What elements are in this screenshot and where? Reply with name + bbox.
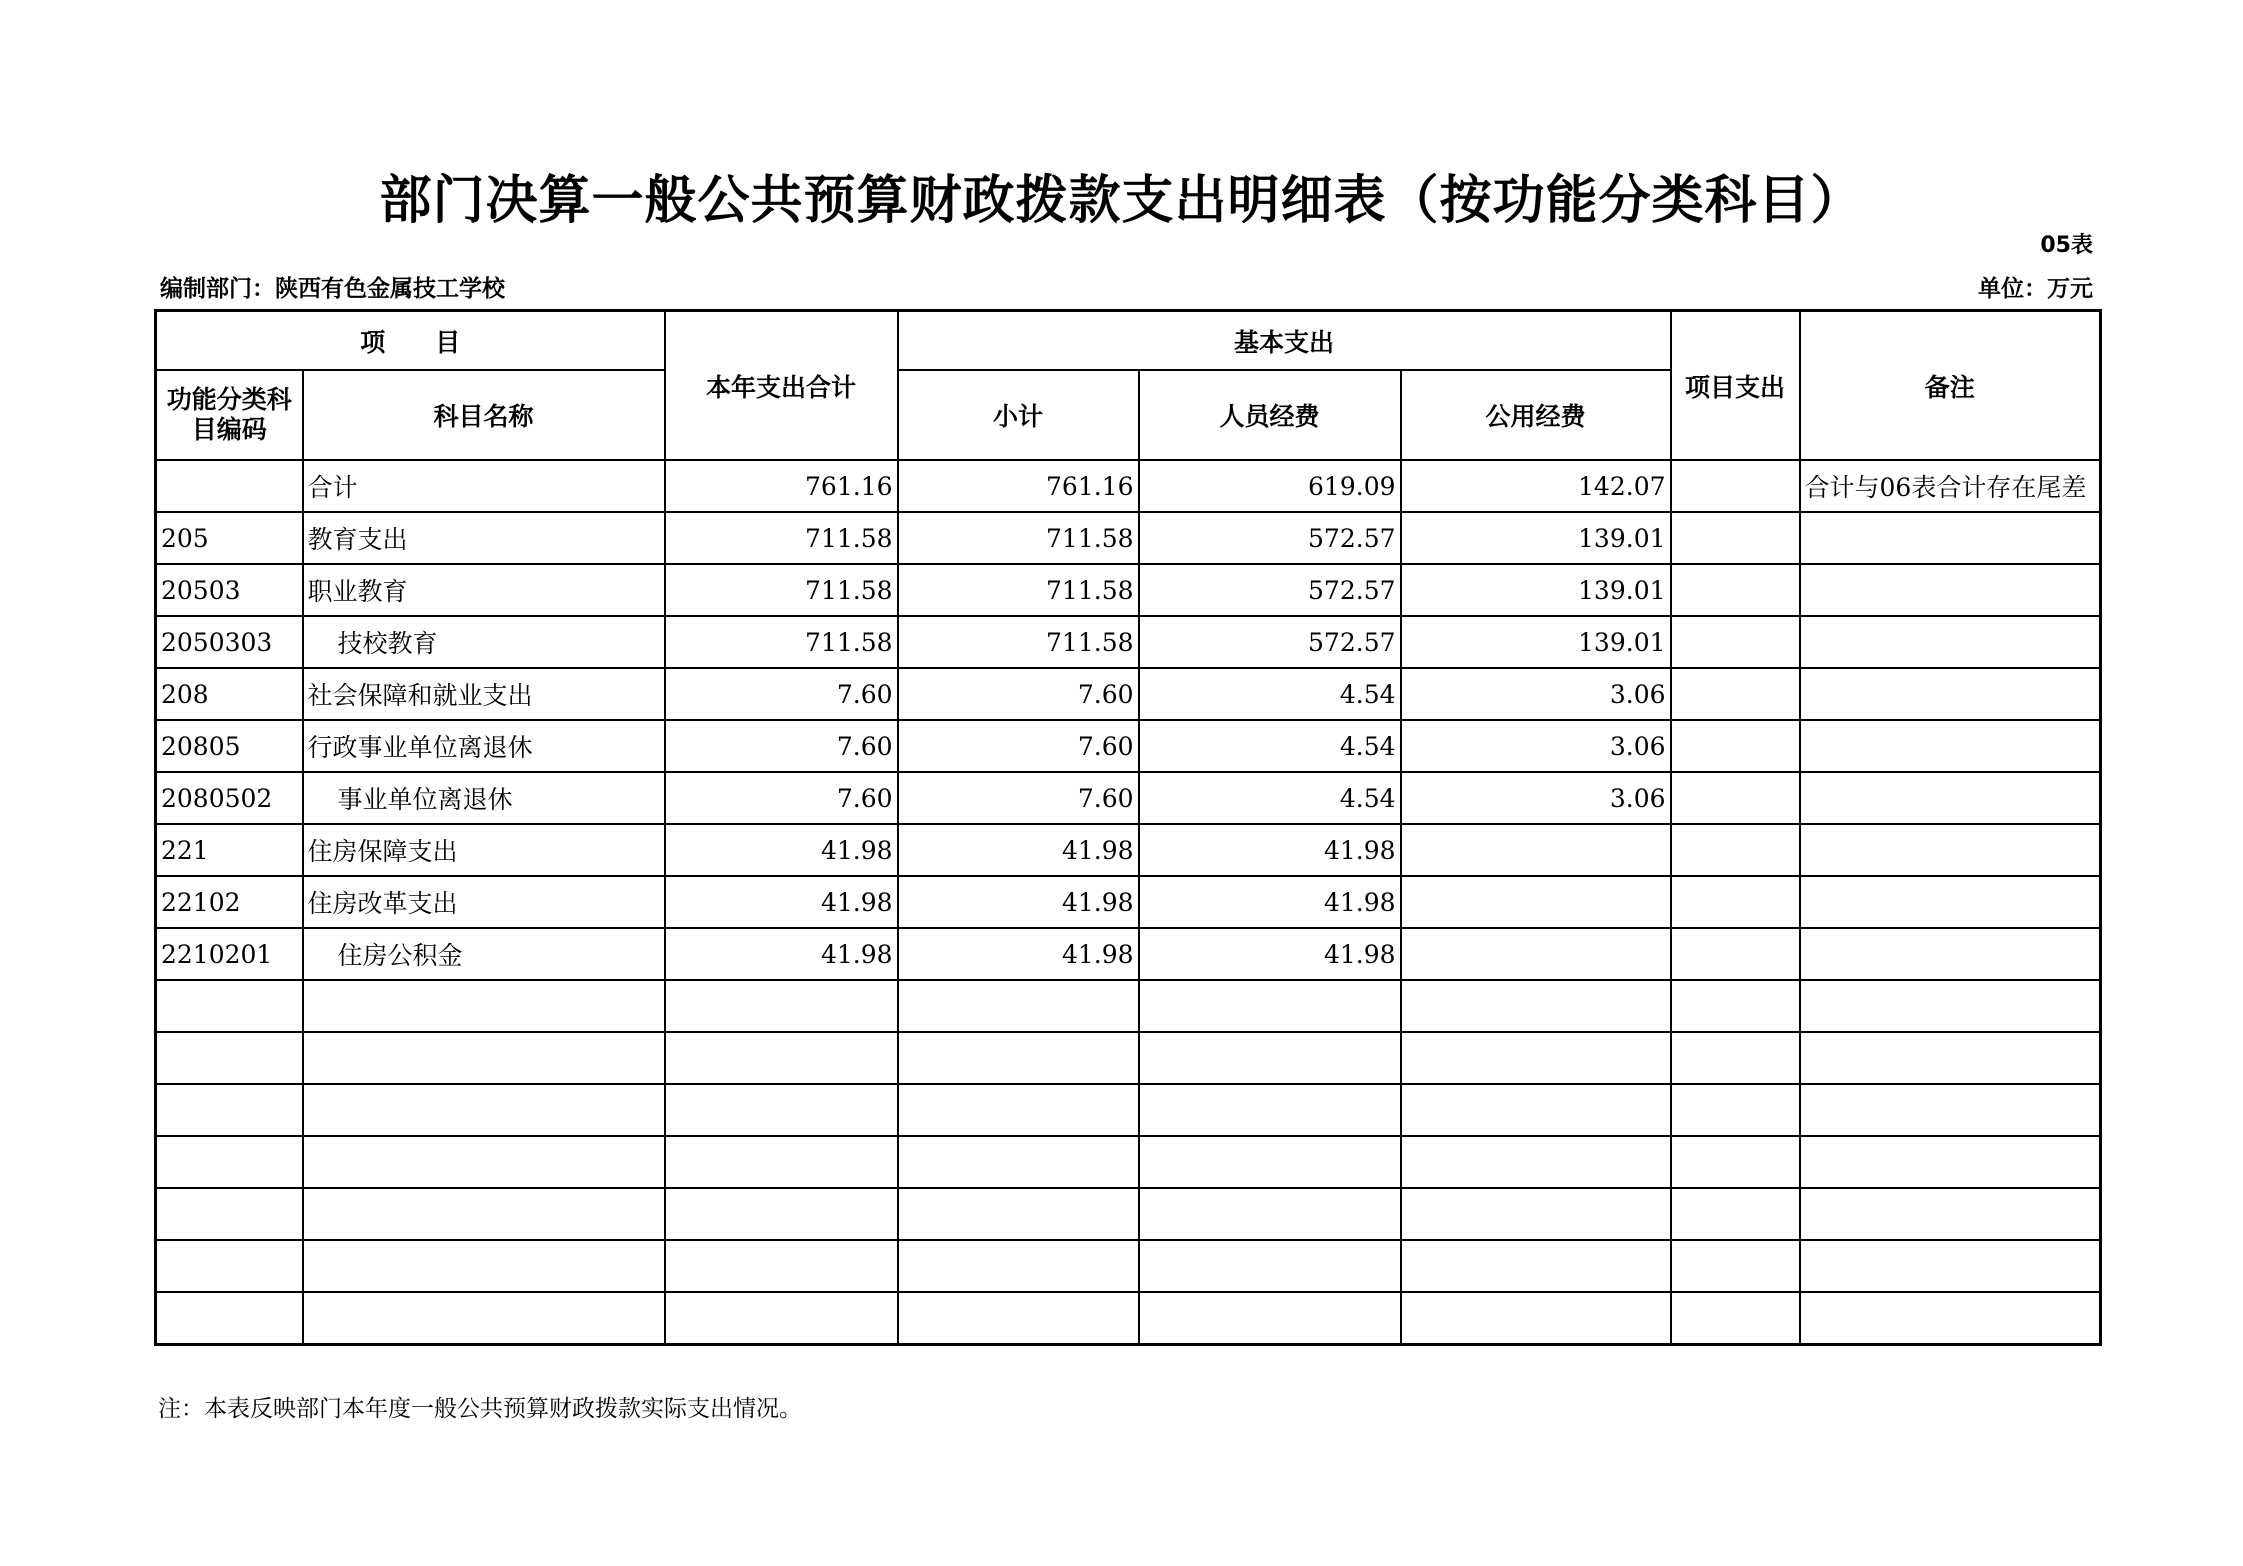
empty-cell [898, 1136, 1139, 1188]
cell-code: 208 [156, 668, 303, 720]
cell-subtotal: 7.60 [898, 668, 1139, 720]
table-row [156, 564, 2101, 616]
cell-code: 2210201 [156, 928, 303, 980]
header-basic: 基本支出 [898, 311, 1671, 371]
cell-public: 3.06 [1401, 772, 1671, 824]
empty-cell [898, 1032, 1139, 1084]
cell-project-exp [1671, 876, 1800, 928]
cell-code: 221 [156, 824, 303, 876]
empty-row [156, 1032, 2101, 1084]
cell-personnel: 572.57 [1139, 616, 1401, 668]
empty-cell [156, 1292, 303, 1345]
empty-cell [665, 1084, 898, 1136]
header-project-expense: 项目支出 [1671, 311, 1800, 461]
empty-cell [1401, 1032, 1671, 1084]
empty-cell [156, 1240, 303, 1292]
table-row [156, 460, 2101, 512]
cell-public: 142.07 [1401, 460, 1671, 512]
empty-cell [156, 1136, 303, 1188]
cell-code: 20805 [156, 720, 303, 772]
empty-cell [1800, 1032, 2101, 1084]
cell-name: 技校教育 [303, 616, 665, 668]
cell-personnel: 4.54 [1139, 668, 1401, 720]
empty-cell [898, 1292, 1139, 1345]
cell-public: 3.06 [1401, 720, 1671, 772]
empty-cell [1800, 1240, 2101, 1292]
empty-cell [665, 1032, 898, 1084]
empty-cell [303, 1032, 665, 1084]
cell-subtotal: 7.60 [898, 720, 1139, 772]
empty-cell [1401, 1292, 1671, 1345]
cell-project-exp [1671, 512, 1800, 564]
expenditure-table [154, 309, 2102, 1346]
table-row [156, 772, 2101, 824]
empty-row [156, 1084, 2101, 1136]
cell-subtotal: 41.98 [898, 876, 1139, 928]
cell-project-exp [1671, 616, 1800, 668]
footnote: 注：本表反映部门本年度一般公共预算财政拨款实际支出情况。 [158, 1396, 802, 1422]
empty-cell [303, 1188, 665, 1240]
cell-remark [1800, 668, 2101, 720]
empty-cell [1139, 1292, 1401, 1345]
empty-cell [898, 1084, 1139, 1136]
cell-subtotal: 711.58 [898, 564, 1139, 616]
cell-name: 行政事业单位离退休 [303, 720, 665, 772]
header-subtotal: 小计 [898, 370, 1139, 460]
empty-cell [303, 1240, 665, 1292]
cell-total: 41.98 [665, 824, 898, 876]
cell-public [1401, 824, 1671, 876]
cell-subtotal: 41.98 [898, 824, 1139, 876]
empty-cell [1139, 980, 1401, 1032]
table-row [156, 824, 2101, 876]
empty-cell [156, 980, 303, 1032]
cell-total: 41.98 [665, 876, 898, 928]
table-row [156, 616, 2101, 668]
header-name: 科目名称 [303, 370, 665, 460]
empty-cell [1401, 1136, 1671, 1188]
table-row [156, 928, 2101, 980]
cell-subtotal: 711.58 [898, 616, 1139, 668]
cell-name: 住房改革支出 [303, 876, 665, 928]
cell-project-exp [1671, 460, 1800, 512]
empty-row [156, 980, 2101, 1032]
cell-remark [1800, 564, 2101, 616]
cell-public: 139.01 [1401, 616, 1671, 668]
cell-code: 2050303 [156, 616, 303, 668]
cell-subtotal: 761.16 [898, 460, 1139, 512]
empty-cell [898, 1188, 1139, 1240]
unit-label: 单位：万元 [1978, 276, 2093, 302]
empty-cell [898, 1240, 1139, 1292]
empty-cell [1671, 1240, 1800, 1292]
empty-cell [303, 1136, 665, 1188]
empty-cell [1401, 1084, 1671, 1136]
empty-cell [1671, 1032, 1800, 1084]
empty-cell [665, 1188, 898, 1240]
empty-cell [1401, 1240, 1671, 1292]
cell-code: 2080502 [156, 772, 303, 824]
empty-cell [1671, 1136, 1800, 1188]
empty-row [156, 1292, 2101, 1345]
empty-cell [156, 1084, 303, 1136]
cell-name: 事业单位离退休 [303, 772, 665, 824]
cell-remark: 合计与06表合计存在尾差 [1800, 460, 2101, 512]
cell-subtotal: 711.58 [898, 512, 1139, 564]
cell-total: 711.58 [665, 512, 898, 564]
cell-personnel: 4.54 [1139, 720, 1401, 772]
cell-personnel: 41.98 [1139, 928, 1401, 980]
empty-cell [1139, 1188, 1401, 1240]
cell-personnel: 619.09 [1139, 460, 1401, 512]
cell-personnel: 41.98 [1139, 824, 1401, 876]
empty-cell [898, 980, 1139, 1032]
cell-name: 住房公积金 [303, 928, 665, 980]
table-row [156, 512, 2101, 564]
cell-project-exp [1671, 668, 1800, 720]
empty-cell [156, 1032, 303, 1084]
cell-name: 教育支出 [303, 512, 665, 564]
cell-public [1401, 928, 1671, 980]
empty-cell [665, 1136, 898, 1188]
table-number: 05表 [2040, 233, 2093, 258]
cell-total: 7.60 [665, 720, 898, 772]
cell-code [156, 460, 303, 512]
empty-cell [1139, 1240, 1401, 1292]
cell-project-exp [1671, 772, 1800, 824]
page-title: 部门决算一般公共预算财政拨款支出明细表（按功能分类科目） [379, 171, 1864, 231]
empty-cell [1800, 1292, 2101, 1345]
empty-cell [1401, 980, 1671, 1032]
empty-cell [1800, 980, 2101, 1032]
cell-project-exp [1671, 720, 1800, 772]
empty-cell [1139, 1084, 1401, 1136]
header-remark: 备注 [1800, 311, 2101, 461]
cell-name: 社会保障和就业支出 [303, 668, 665, 720]
empty-cell [1800, 1188, 2101, 1240]
empty-cell [665, 1292, 898, 1345]
empty-cell [1401, 1188, 1671, 1240]
department-label: 编制部门：陕西有色金属技工学校 [160, 276, 505, 302]
header-code: 功能分类科目编码 [156, 370, 303, 460]
cell-project-exp [1671, 564, 1800, 616]
empty-cell [665, 1240, 898, 1292]
empty-cell [1671, 980, 1800, 1032]
empty-row [156, 1136, 2101, 1188]
cell-remark [1800, 876, 2101, 928]
cell-subtotal: 7.60 [898, 772, 1139, 824]
empty-cell [1139, 1032, 1401, 1084]
empty-cell [1800, 1136, 2101, 1188]
cell-total: 761.16 [665, 460, 898, 512]
empty-cell [1671, 1188, 1800, 1240]
cell-name: 职业教育 [303, 564, 665, 616]
cell-remark [1800, 824, 2101, 876]
cell-personnel: 41.98 [1139, 876, 1401, 928]
cell-project-exp [1671, 824, 1800, 876]
empty-cell [665, 980, 898, 1032]
cell-total: 41.98 [665, 928, 898, 980]
empty-row [156, 1188, 2101, 1240]
cell-personnel: 4.54 [1139, 772, 1401, 824]
cell-remark [1800, 720, 2101, 772]
table-row [156, 668, 2101, 720]
header-personnel: 人员经费 [1139, 370, 1401, 460]
empty-row [156, 1240, 2101, 1292]
cell-public: 139.01 [1401, 512, 1671, 564]
empty-cell [303, 1084, 665, 1136]
cell-public [1401, 876, 1671, 928]
table-row [156, 876, 2101, 928]
cell-code: 22102 [156, 876, 303, 928]
cell-remark [1800, 512, 2101, 564]
empty-cell [303, 980, 665, 1032]
cell-remark [1800, 616, 2101, 668]
cell-personnel: 572.57 [1139, 512, 1401, 564]
empty-cell [156, 1188, 303, 1240]
cell-total: 711.58 [665, 564, 898, 616]
header-total: 本年支出合计 [665, 311, 898, 461]
cell-public: 139.01 [1401, 564, 1671, 616]
cell-code: 205 [156, 512, 303, 564]
header-public: 公用经费 [1401, 370, 1671, 460]
table-row [156, 720, 2101, 772]
empty-cell [1800, 1084, 2101, 1136]
cell-total: 7.60 [665, 772, 898, 824]
cell-public: 3.06 [1401, 668, 1671, 720]
empty-cell [1671, 1084, 1800, 1136]
cell-subtotal: 41.98 [898, 928, 1139, 980]
cell-project-exp [1671, 928, 1800, 980]
cell-remark [1800, 772, 2101, 824]
cell-name: 住房保障支出 [303, 824, 665, 876]
empty-cell [1139, 1136, 1401, 1188]
cell-total: 711.58 [665, 616, 898, 668]
header-project: 项 目 [156, 311, 665, 371]
cell-code: 20503 [156, 564, 303, 616]
empty-cell [303, 1292, 665, 1345]
empty-cell [1671, 1292, 1800, 1345]
cell-name: 合计 [303, 460, 665, 512]
cell-remark [1800, 928, 2101, 980]
cell-personnel: 572.57 [1139, 564, 1401, 616]
cell-total: 7.60 [665, 668, 898, 720]
